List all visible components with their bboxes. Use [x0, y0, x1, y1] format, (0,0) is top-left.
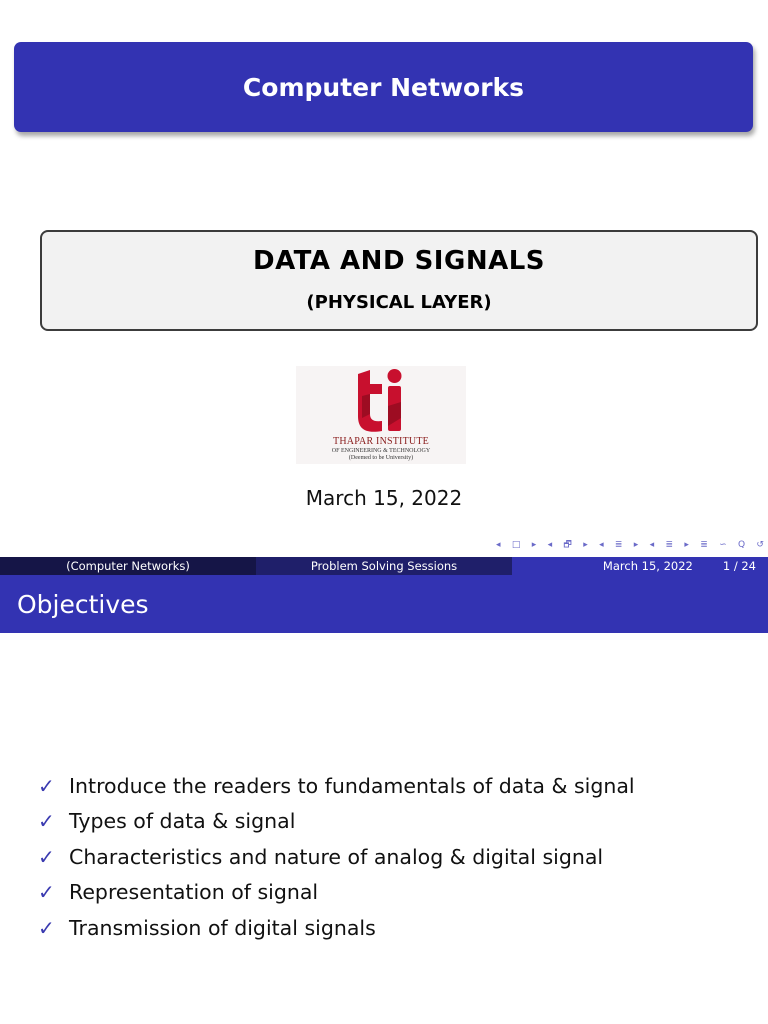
- logo-org-name: THAPAR INSTITUTE: [333, 436, 429, 447]
- course-title: Computer Networks: [242, 72, 525, 102]
- nav-doc-icon[interactable]: ≣: [665, 540, 674, 550]
- slide-footer: [0, 557, 768, 575]
- list-item: [38, 875, 635, 911]
- nav-prev-doc-icon[interactable]: ◂: [649, 540, 655, 550]
- objective-text: Transmission of digital signals: [69, 915, 376, 940]
- course-banner: [14, 42, 753, 132]
- check-mark-icon: ✓: [38, 844, 55, 869]
- nav-back-icon[interactable]: ∽: [719, 540, 727, 550]
- presentation-date: March 15, 2022: [305, 486, 463, 510]
- nav-subsection-icon[interactable]: 🗗: [563, 540, 572, 550]
- check-mark-icon: ✓: [38, 915, 55, 940]
- institute-logo: [296, 366, 466, 464]
- logo-org-line3: (Deemed to be University): [348, 455, 414, 461]
- objective-text: Introduce the readers to fundamentals of data & signal: [69, 773, 635, 798]
- list-item: [38, 804, 635, 840]
- check-mark-icon: ✓: [38, 773, 55, 798]
- nav-prev-section-icon[interactable]: ◂: [599, 540, 604, 550]
- nav-appendix-icon[interactable]: ≣: [700, 540, 708, 550]
- objective-text: Characteristics and nature of analog & digital signal: [69, 844, 604, 869]
- footer-session: Problem Solving Sessions: [310, 559, 458, 573]
- footer-center: [256, 557, 512, 575]
- slide-subtitle: (PHYSICAL LAYER): [306, 292, 492, 313]
- footer-date: March 15, 2022: [602, 559, 693, 573]
- nav-next-doc-icon[interactable]: ▸: [684, 540, 689, 550]
- nav-prev-frame-icon[interactable]: ◂: [496, 540, 501, 550]
- nav-next-subsection-icon[interactable]: ▸: [583, 540, 588, 550]
- slide-title: DATA AND SIGNALS: [252, 246, 545, 276]
- footer-course: (Computer Networks): [66, 559, 190, 573]
- nav-refresh-icon[interactable]: ↺: [756, 540, 764, 550]
- list-item: [38, 910, 635, 946]
- objectives-title: Objectives: [17, 589, 149, 619]
- nav-prev-subsection-icon[interactable]: ◂: [547, 540, 553, 550]
- nav-next-frame-icon[interactable]: ▸: [531, 540, 537, 550]
- list-item: [38, 839, 635, 875]
- logo-org-line2: OF ENGINEERING & TECHNOLOGY: [331, 448, 431, 454]
- check-mark-icon: ✓: [38, 880, 55, 905]
- objectives-header: [0, 575, 768, 633]
- objective-text: Representation of signal: [69, 880, 319, 905]
- list-item: [38, 768, 635, 804]
- title-box: [40, 230, 758, 331]
- objectives-list: [38, 768, 635, 946]
- footer-left: [0, 557, 256, 575]
- ti-logo-icon: [296, 366, 466, 434]
- objective-text: Types of data & signal: [69, 809, 296, 834]
- footer-right: [512, 557, 768, 575]
- check-mark-icon: ✓: [38, 809, 55, 834]
- nav-section-icon[interactable]: ≣: [614, 540, 623, 550]
- beamer-navigation[interactable]: [496, 539, 764, 551]
- footer-page-number: 1 / 24: [722, 559, 756, 573]
- nav-search-icon[interactable]: Q: [738, 540, 746, 550]
- nav-frame-icon[interactable]: □: [511, 540, 521, 550]
- nav-next-section-icon[interactable]: ▸: [633, 540, 639, 550]
